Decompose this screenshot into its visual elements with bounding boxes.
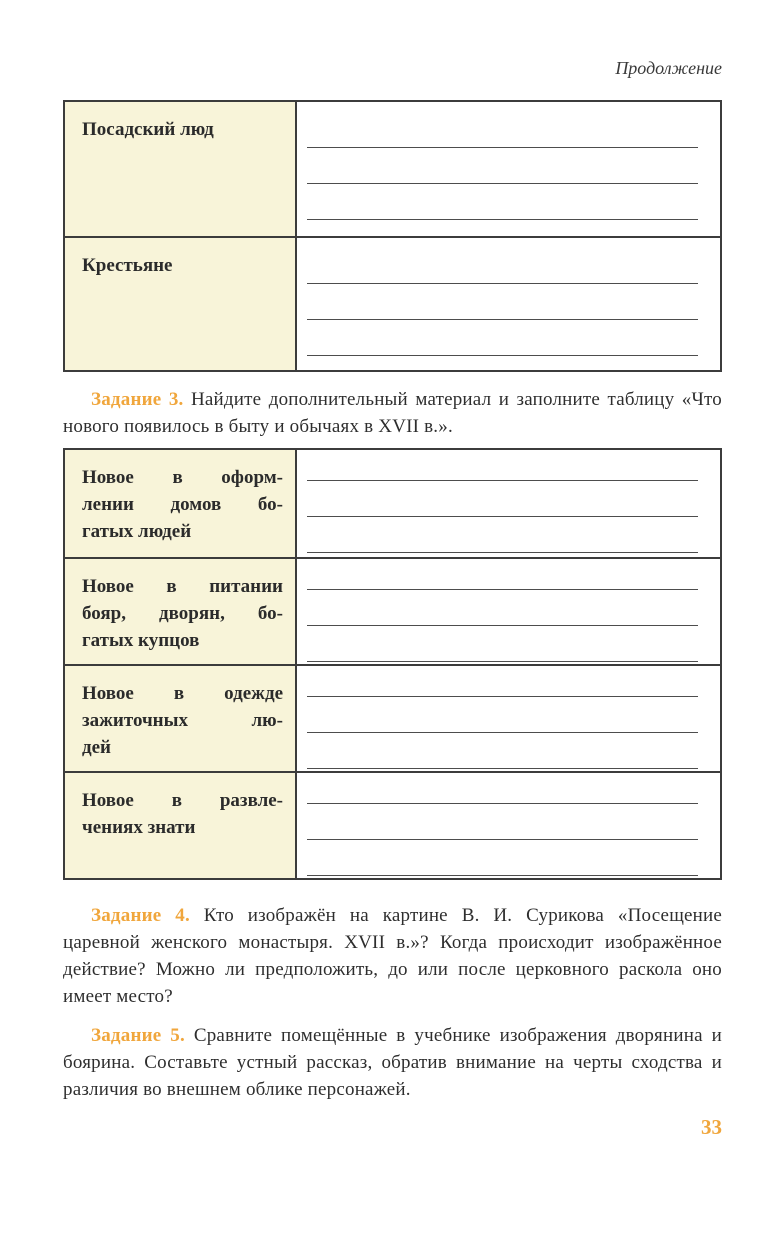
writing-line <box>307 840 698 876</box>
writing-line <box>307 697 698 733</box>
row-label-line: лении домов бо- <box>82 494 283 515</box>
writing-line <box>307 481 698 517</box>
row-label-line: зажиточных лю- <box>82 710 283 731</box>
writing-line <box>307 666 698 697</box>
row-label-line: гатых людей <box>82 521 192 542</box>
table-row-entertainment <box>65 771 720 878</box>
row-label-line: Новое в оформ- <box>82 467 283 488</box>
table-row-krestyane <box>65 236 720 370</box>
task-5-text: Сравните помещённые в учебнике изображения дворянина и боярина. Составьте устный рассказ, обратив внимание на черты сходства и различия во внешнем облике персонажей. <box>63 1025 723 1100</box>
row-label-cell <box>65 559 297 664</box>
writing-line <box>307 517 698 553</box>
writing-line <box>307 320 698 356</box>
row-label-line: Новое в питании <box>82 576 283 597</box>
row-label-line: бояр, дворян, бо- <box>82 603 283 624</box>
estates-table <box>63 100 722 372</box>
table-row-posadsky <box>65 102 720 236</box>
answer-lines-cell <box>297 773 720 878</box>
writing-line <box>307 773 698 804</box>
table-row-homes <box>65 450 720 557</box>
task-3-paragraph <box>63 386 722 440</box>
writing-line <box>307 626 698 662</box>
writing-line <box>307 450 698 481</box>
row-label-cell <box>65 102 297 236</box>
answer-lines-cell <box>297 450 720 557</box>
task-5-label: Задание 5. <box>91 1025 185 1046</box>
row-label-line: дей <box>82 737 111 758</box>
writing-line <box>307 804 698 840</box>
writing-line <box>307 248 698 284</box>
writing-line <box>307 590 698 626</box>
answer-lines-cell <box>297 666 720 771</box>
continuation-note: Продолжение <box>615 58 722 78</box>
row-label-line: Новое в одежде <box>82 683 283 704</box>
row-label-cell <box>65 238 297 370</box>
task-3-text: Найдите дополнительный материал и заполните таблицу «Что нового появилось в быту и обычаях в XVII в.». <box>63 389 723 437</box>
task-5-paragraph <box>63 1022 722 1103</box>
novelties-table <box>63 448 722 880</box>
row-label-line: Новое в развле- <box>82 790 283 811</box>
task-4-paragraph <box>63 902 722 1010</box>
writing-line <box>307 284 698 320</box>
writing-line <box>307 112 698 148</box>
row-label-cell <box>65 666 297 771</box>
answer-lines-cell <box>297 559 720 664</box>
table-row-clothes <box>65 664 720 771</box>
writing-line <box>307 148 698 184</box>
writing-line <box>307 733 698 769</box>
writing-line <box>307 559 698 590</box>
task-3-label: Задание 3. <box>91 389 184 410</box>
row-label-cell <box>65 773 297 878</box>
answer-lines-cell <box>297 238 720 370</box>
task-4-label: Задание 4. <box>91 905 190 926</box>
page-number: 33 <box>701 1115 722 1139</box>
row-label-line: гатых купцов <box>82 630 200 651</box>
writing-line <box>307 184 698 220</box>
row-label-cell <box>65 450 297 557</box>
row-label: Крестьяне <box>82 255 173 276</box>
row-label-line: чениях знати <box>82 817 196 838</box>
table-row-food <box>65 557 720 664</box>
row-label: Посадский люд <box>82 119 214 140</box>
answer-lines-cell <box>297 102 720 236</box>
task-4-text: Кто изображён на картине В. И. Сурикова «Посещение царевной женского монастыря. XVII в.»? Когда происходит изображённое действие? Можно ли предположить, до или после церковного раскола оно имеет место? <box>63 905 723 1007</box>
